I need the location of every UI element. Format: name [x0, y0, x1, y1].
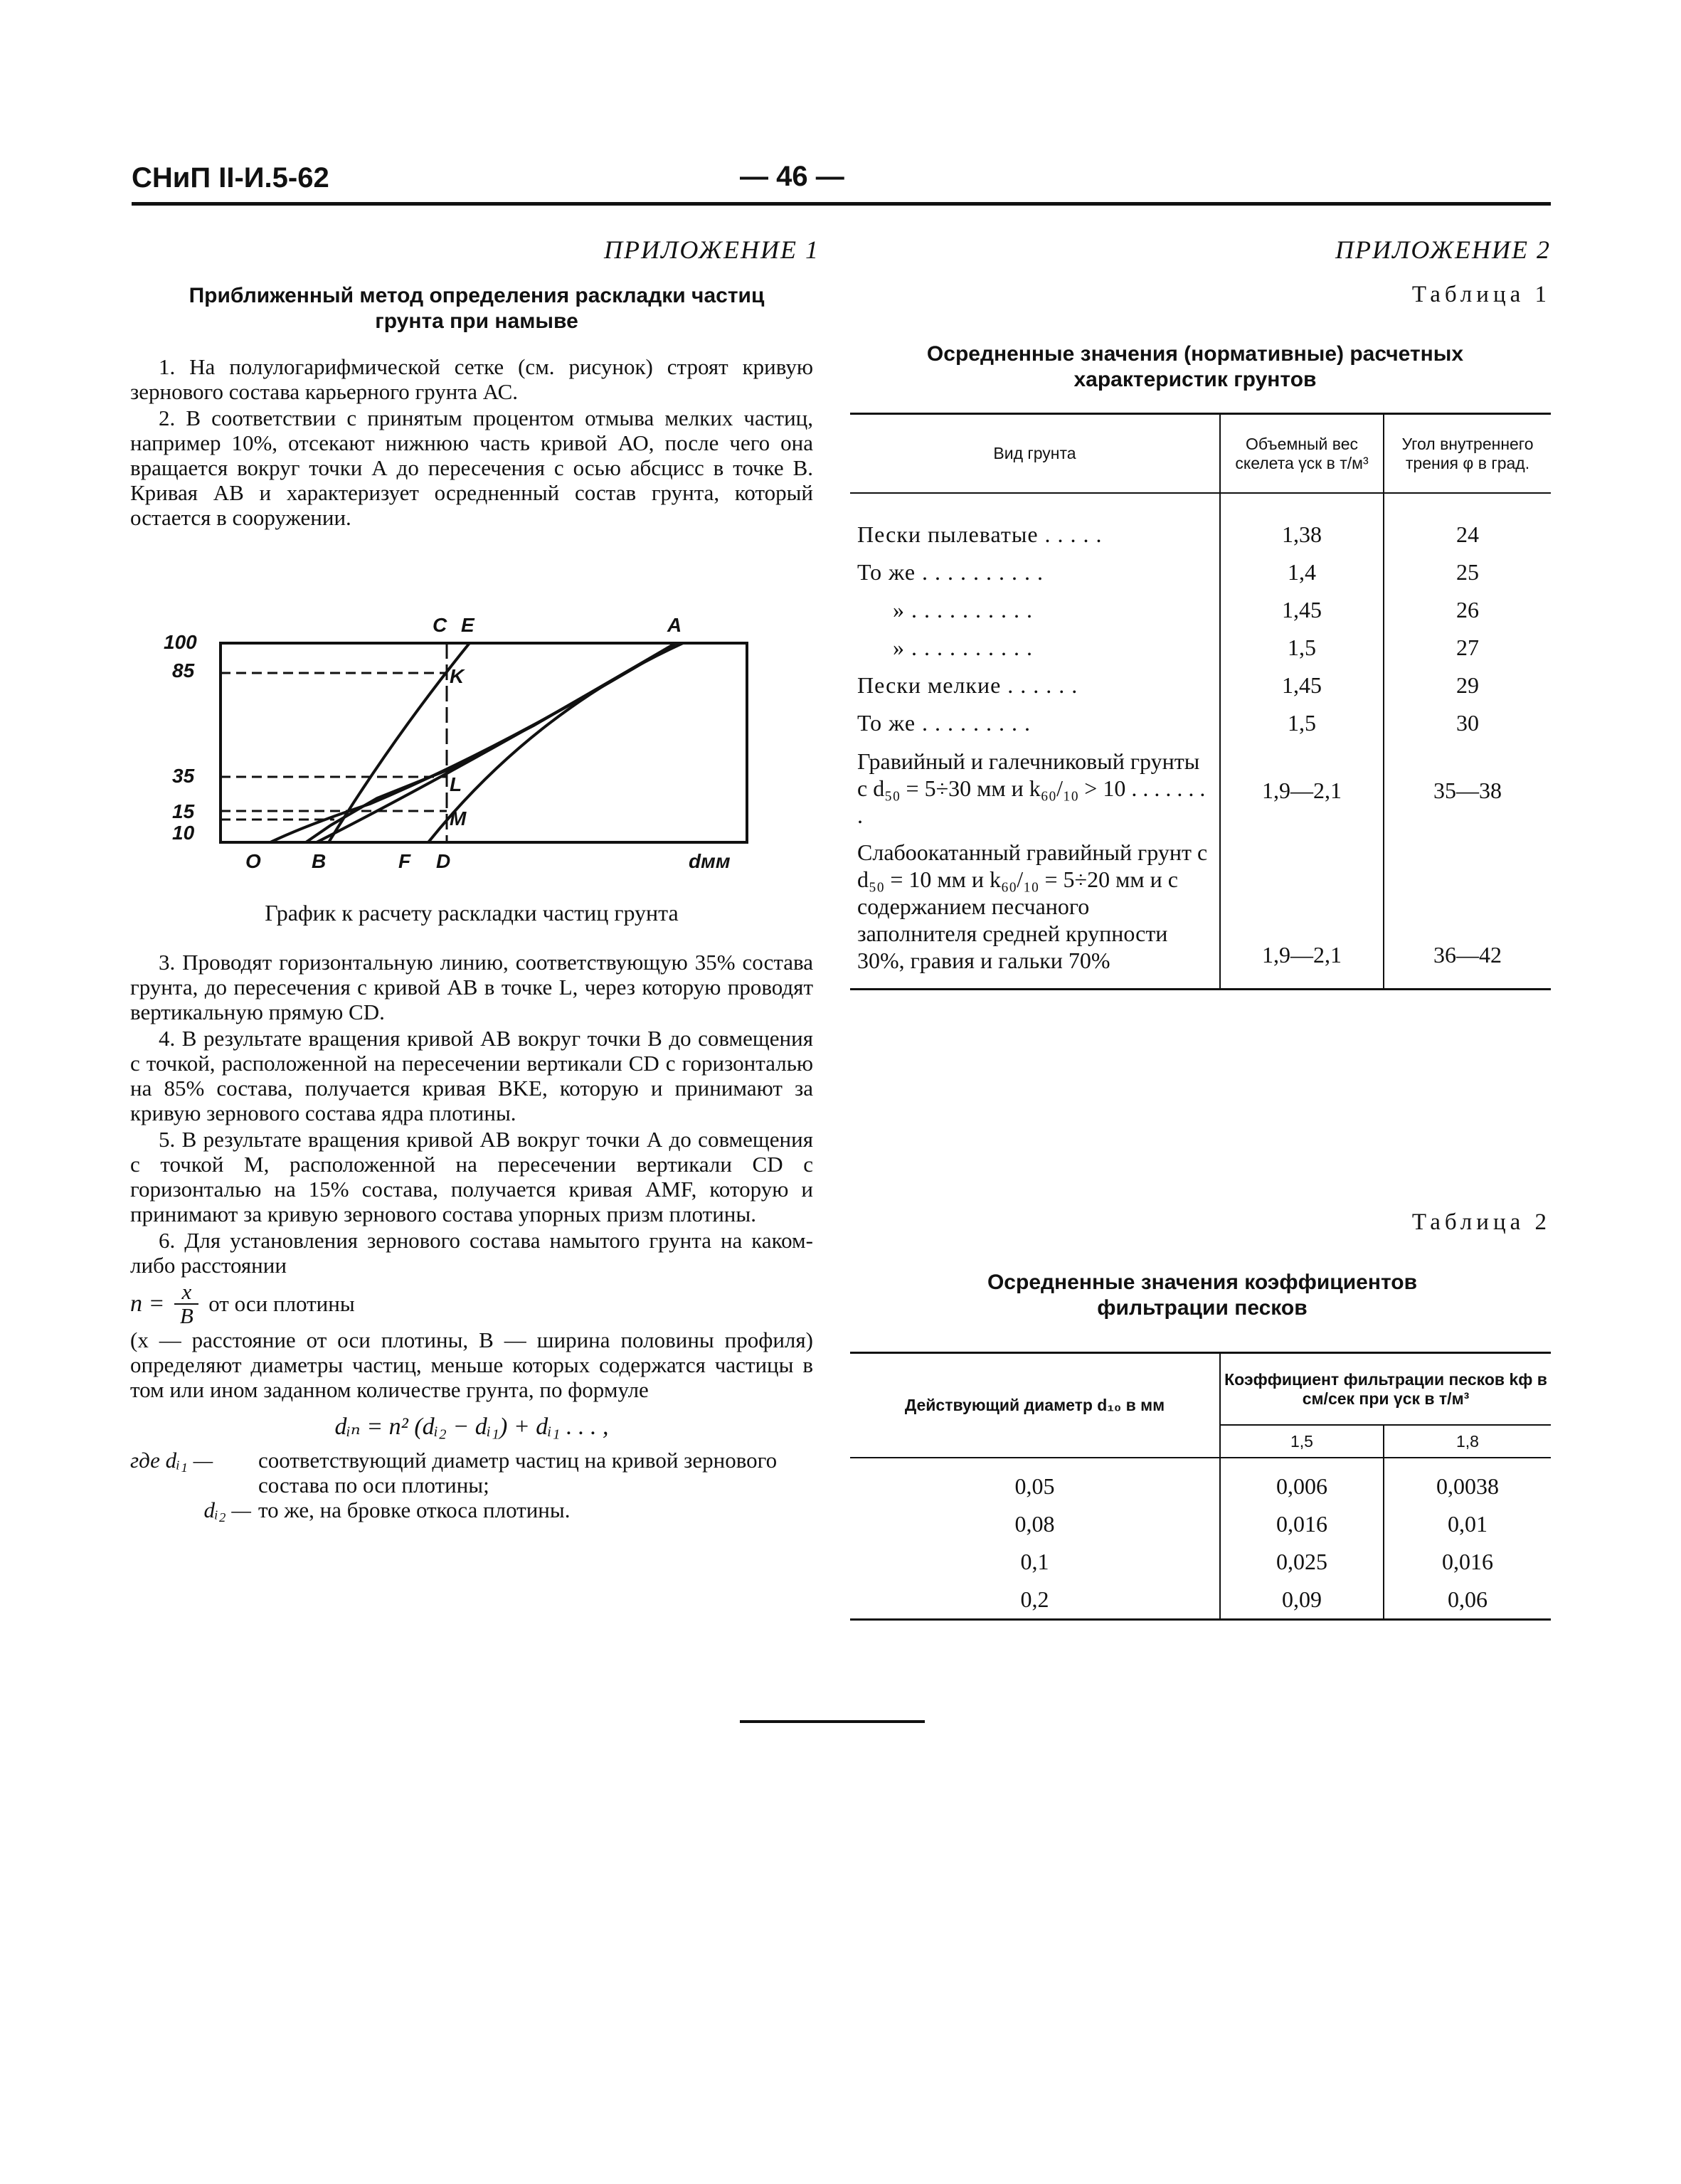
footer-rule: [740, 1720, 925, 1723]
paragraph-5: 5. В результате вращения кривой АВ вокруг точки А до совмещения с точкой М, расположенной на пересечении вертикали CD с горизонталью на 15% состава, получается кривая АМF, которую и принимают за кривую зернового состава упорных призм плотины.: [130, 1127, 813, 1226]
table-row: » . . . . . . . . . . 1,5 27: [850, 629, 1551, 667]
y-tick-85: 85: [172, 659, 195, 682]
y-tick-100: 100: [164, 631, 197, 653]
x-label-b: B: [312, 850, 327, 872]
table-row: Гравийный и галечниковый грунты с d₅₀ = 5÷30 мм и k₆₀/₁₀ > 10 . . . . . . . . 1,9—2,1 35—38: [850, 742, 1551, 839]
appendix1-label: ПРИЛОЖЕНИЕ 1: [604, 235, 820, 264]
paragraph-6-intro: 6. Для установления зернового состава намытого грунта на каком-либо расстоянии: [130, 1228, 813, 1278]
table1-label: Таблица 1: [1411, 282, 1551, 307]
x-label-f: F: [398, 850, 411, 872]
appendix1-title: Приближенный метод определения раскладки частиц грунта при намыве: [189, 284, 765, 333]
formula-din: dᵢₙ = n² (dᵢ₂ − dᵢ₁) + dᵢ₁ . . . ,: [334, 1414, 609, 1440]
t1-header-soil: Вид грунта: [850, 415, 1220, 493]
appendix1-intro: [130, 354, 813, 531]
t2-header-diameter: Действующий диаметр d₁₀ в мм: [850, 1354, 1220, 1458]
t1-header-weight: Объемный вес скелета γск в т/м³: [1220, 415, 1384, 493]
label-c: C: [433, 614, 447, 636]
document-code: СНиП II-И.5-62: [132, 162, 329, 194]
point-l: L: [450, 773, 462, 795]
grain-distribution-graph: [164, 612, 790, 875]
table1: [850, 413, 1551, 990]
t2-header-coefficient: Коэффициент фильтрации песков kф в см/сек при γск в т/м³: [1220, 1354, 1551, 1425]
table1-title: Осредненные значения (нормативные) расчетных характеристик грунтов: [926, 342, 1464, 391]
table-row: Слабоокатанный гравийный грунт с d₅₀ = 10 мм и k₆₀/₁₀ = 5÷20 мм и с содержанием песчаного заполнителя средней крупности 30%, гравия и гальки 70% 1,9—2,1 36—42: [850, 839, 1551, 988]
table2-title: Осредненные значения коэффициентов фильтрации песков: [987, 1271, 1418, 1320]
where-dil: где dᵢ₁ — соответствующий диаметр частиц на кривой зернового состава по оси плотины;: [130, 1448, 778, 1497]
paragraph-4: 4. В результате вращения кривой АВ вокруг точки В до совмещения с точкой, расположенной на пересечении вертикали CD с горизонталью на 85% состава, получается кривая ВKЕ, которую и принимают за кривую зернового состава ядра плотины.: [130, 1026, 813, 1125]
x-axis-unit: dмм: [689, 850, 731, 872]
table-row: 0,1 0,025 0,016: [850, 1543, 1551, 1581]
point-m: M: [450, 807, 467, 829]
table2-label: Таблица 2: [1411, 1209, 1551, 1235]
table-row: То же . . . . . . . . . . 1,4 25: [850, 553, 1551, 591]
table-row: 0,05 0,006 0,0038: [850, 1468, 1551, 1505]
table-row: 0,08 0,016 0,01: [850, 1505, 1551, 1543]
t2-sub-1-5: 1,5: [1220, 1425, 1384, 1458]
header-rule: [132, 202, 1551, 206]
t1-header-angle: Угол внутреннего трения φ в град.: [1384, 415, 1551, 493]
y-tick-35: 35: [172, 765, 195, 787]
point-k: K: [450, 665, 465, 687]
appendix1-steps: [130, 950, 813, 1522]
where-di2: dᵢ₂ — то же, на бровке откоса плотины.: [203, 1497, 571, 1522]
page-number: — 46 —: [740, 161, 844, 192]
y-tick-10: 10: [172, 822, 195, 844]
fraction-x-over-b: $\frac{x}{B}$: [174, 1281, 198, 1327]
figure-caption: График к расчету раскладки частиц грунта: [265, 900, 679, 926]
x-label-o: О: [245, 850, 261, 872]
table-row: Пески мелкие . . . . . . 1,45 29: [850, 667, 1551, 704]
table-row: 0,2 0,09 0,06: [850, 1581, 1551, 1618]
paragraph-3: 3. Проводят горизонтальную линию, соответствующую 35% состава грунта, до пересечения с кривой АВ в точке L, через которую проводят вертикальную прямую CD.: [130, 950, 813, 1024]
t2-sub-1-8: 1,8: [1384, 1425, 1551, 1458]
paragraph-6-body: (x — расстояние от оси плотины, B — ширина половины профиля) определяют диаметры частиц, меньше которых содержатся частицы в том или ином заданном количестве грунта, по формуле: [130, 1327, 813, 1402]
paragraph-2: 2. В соответствии с принятым процентом отмыва мелких частиц, например 10%, отсекают нижнюю часть кривой АО, после чего она вращается вокруг точки А до пересечения с осью абсцисс в точке В. Кривая АВ и характеризует осредненный состав грунта, который остается в сооружении.: [130, 405, 813, 530]
table-row: Пески пылеватые . . . . . 1,38 24: [850, 516, 1551, 553]
label-e: E: [461, 614, 474, 636]
paragraph-6-fraction-line: n = $\frac{x}{B}$ от оси плотины: [130, 1279, 355, 1328]
y-tick-15: 15: [172, 800, 195, 822]
appendix2-label: ПРИЛОЖЕНИЕ 2: [1335, 235, 1551, 264]
paragraph-1: 1. На полулогарифмической сетке (см. рисунок) строят кривую зернового состава карьерного грунта АС.: [130, 354, 813, 404]
table2: [850, 1352, 1551, 1621]
label-a: A: [667, 614, 682, 636]
table-row: То же . . . . . . . . . 1,5 30: [850, 704, 1551, 742]
table-row: » . . . . . . . . . . 1,45 26: [850, 591, 1551, 629]
x-label-d: D: [436, 850, 451, 872]
